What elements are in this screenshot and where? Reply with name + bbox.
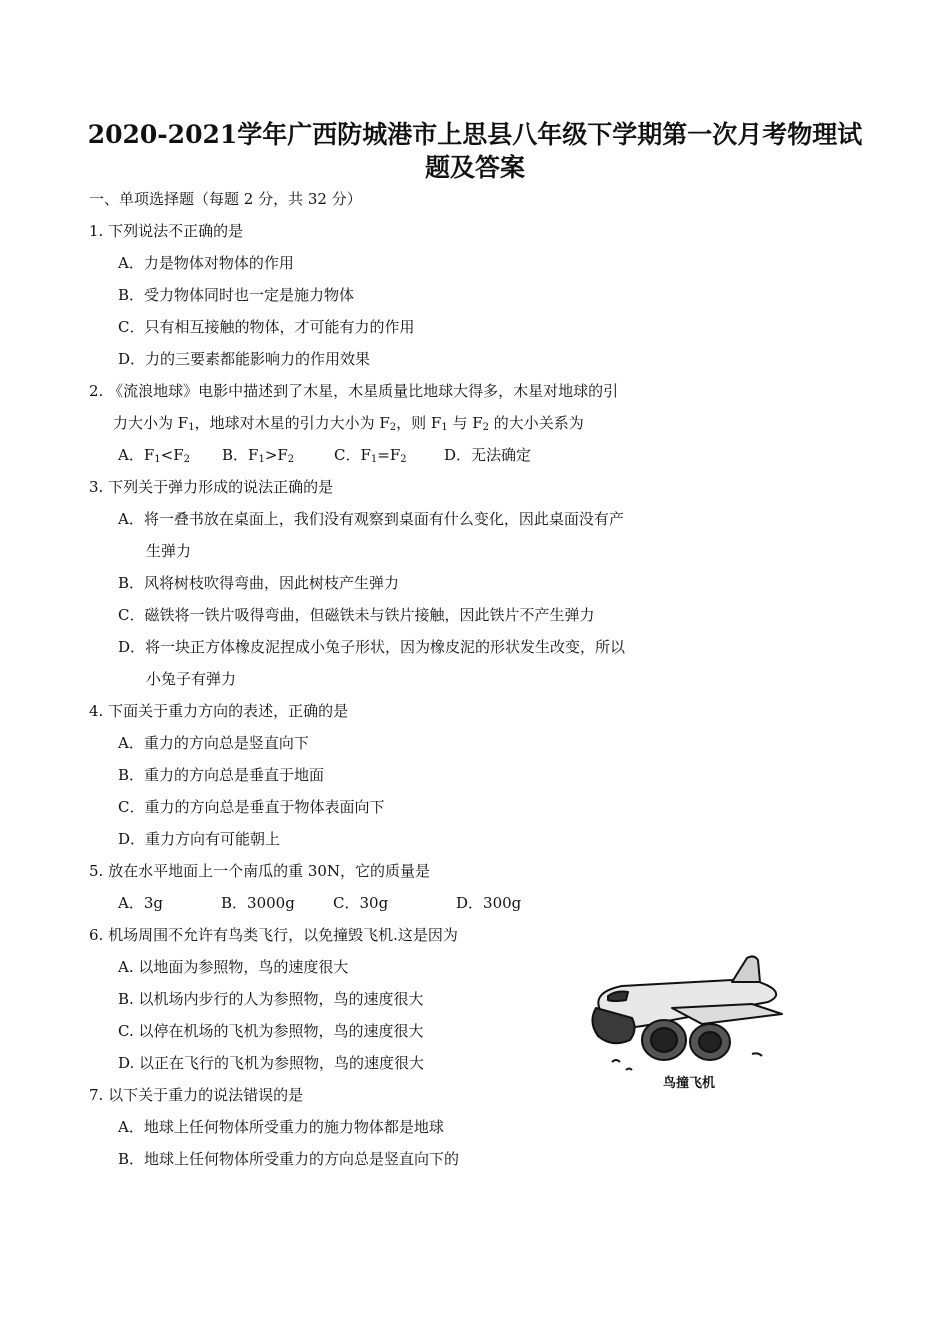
opt-text: C．F bbox=[334, 446, 371, 464]
q2-sub: 1 bbox=[188, 422, 195, 433]
q2-text: ，则 F bbox=[396, 414, 442, 432]
q2-text: ，地球对木星的引力大小为 F bbox=[194, 414, 390, 432]
question-3-option-a-line2: 生弹力 bbox=[146, 542, 192, 560]
question-2-option-a bbox=[118, 445, 222, 465]
question-3-option-d-line1: D．将一块正方体橡皮泥捏成小兔子形状，因为橡皮泥的形状发生改变，所以 bbox=[118, 638, 626, 656]
question-2-options bbox=[118, 445, 531, 465]
question-3-option-a-line1: A．将一叠书放在桌面上，我们没有观察到桌面有什么变化，因此桌面没有产 bbox=[118, 510, 624, 528]
opt-text: A．F bbox=[118, 446, 155, 464]
question-1-option-c: C．只有相互接触的物体，才可能有力的作用 bbox=[118, 318, 415, 336]
question-4-stem: 4. 下面关于重力方向的表述，正确的是 bbox=[89, 702, 349, 720]
opt-text: =F bbox=[377, 446, 401, 464]
opt-sub: 2 bbox=[183, 454, 190, 465]
question-3-option-c: C．磁铁将一铁片吸得弯曲，但磁铁未与铁片接触，因此铁片不产生弹力 bbox=[118, 606, 595, 624]
bird-strike-airplane-illustration bbox=[582, 952, 792, 1092]
question-4-option-a: A．重力的方向总是竖直向下 bbox=[118, 734, 309, 752]
opt-text: <F bbox=[160, 446, 184, 464]
question-1-option-d: D．力的三要素都能影响力的作用效果 bbox=[118, 350, 371, 368]
question-6-option-d: D. 以正在飞行的飞机为参照物，鸟的速度很大 bbox=[118, 1054, 425, 1072]
question-5-option-a: A．3g bbox=[118, 894, 163, 912]
figure-caption: 鸟撞飞机 bbox=[663, 1076, 716, 1091]
question-2-option-d: D．无法确定 bbox=[444, 446, 532, 464]
opt-text: >F bbox=[264, 446, 288, 464]
q2-sub: 2 bbox=[389, 422, 397, 433]
question-5-option-c: C．30g bbox=[333, 894, 389, 912]
opt-sub: 2 bbox=[287, 454, 295, 465]
question-7-option-b: B．地球上任何物体所受重力的方向总是竖直向下的 bbox=[118, 1150, 460, 1168]
q2-text: 的大小关系为 bbox=[489, 414, 584, 432]
q2-sub: 1 bbox=[441, 422, 448, 433]
question-4-option-d: D．重力方向有可能朝上 bbox=[118, 830, 281, 848]
opt-sub: 2 bbox=[400, 454, 407, 465]
q2-text: 力大小为 F bbox=[113, 414, 189, 432]
page-title-line2: 题及答案 bbox=[424, 153, 525, 182]
question-1-stem: 1. 下列说法不正确的是 bbox=[89, 222, 244, 240]
question-7-stem: 7. 以下关于重力的说法错误的是 bbox=[89, 1086, 304, 1104]
question-6-option-c: C. 以停在机场的飞机为参照物，鸟的速度很大 bbox=[118, 1022, 424, 1040]
opt-sub: 1 bbox=[154, 454, 161, 465]
question-3-option-d-line2: 小兔子有弹力 bbox=[146, 670, 237, 688]
question-5-options bbox=[118, 893, 521, 913]
question-5-option-b: B．3000g bbox=[221, 894, 295, 912]
question-5-option-d: D．300g bbox=[456, 894, 522, 912]
opt-text: B．F bbox=[222, 446, 259, 464]
q2-sub: 2 bbox=[482, 422, 490, 433]
q2-text: 与 F bbox=[447, 414, 483, 432]
question-2-option-b bbox=[222, 445, 334, 465]
question-7-option-a: A．地球上任何物体所受重力的施力物体都是地球 bbox=[118, 1118, 444, 1136]
question-3-stem: 3. 下列关于弹力形成的说法正确的是 bbox=[89, 478, 334, 496]
question-4-option-b: B．重力的方向总是垂直于地面 bbox=[118, 766, 325, 784]
question-3-option-b: B．风将树枝吹得弯曲，因此树枝产生弹力 bbox=[118, 574, 400, 592]
opt-sub: 1 bbox=[370, 454, 378, 465]
question-6-stem: 6. 机场周围不允许有鸟类飞行，以免撞毁飞机.这是因为 bbox=[89, 926, 458, 944]
section-heading: 一、单项选择题（每题 2 分，共 32 分） bbox=[89, 190, 362, 208]
question-2-stem-line2 bbox=[113, 413, 584, 433]
opt-sub: 1 bbox=[258, 454, 265, 465]
question-2-stem-line1: 2. 《流浪地球》电影中描述到了木星，木星质量比地球大得多，木星对地球的引 bbox=[89, 382, 619, 400]
question-4-option-c: C．重力的方向总是垂直于物体表面向下 bbox=[118, 798, 385, 816]
question-6-option-a: A. 以地面为参照物，鸟的速度很大 bbox=[118, 958, 349, 976]
question-5-stem: 5. 放在水平地面上一个南瓜的重 30N，它的质量是 bbox=[89, 862, 431, 880]
question-6-option-b: B. 以机场内步行的人为参照物，鸟的速度很大 bbox=[118, 990, 424, 1008]
question-1-option-a: A．力是物体对物体的作用 bbox=[118, 254, 294, 272]
question-2-option-c bbox=[334, 445, 444, 465]
question-1-option-b: B．受力物体同时也一定是施力物体 bbox=[118, 286, 355, 304]
page-title-line1: 2020-2021学年广西防城港市上思县八年级下学期第一次月考物理试 bbox=[87, 120, 863, 149]
